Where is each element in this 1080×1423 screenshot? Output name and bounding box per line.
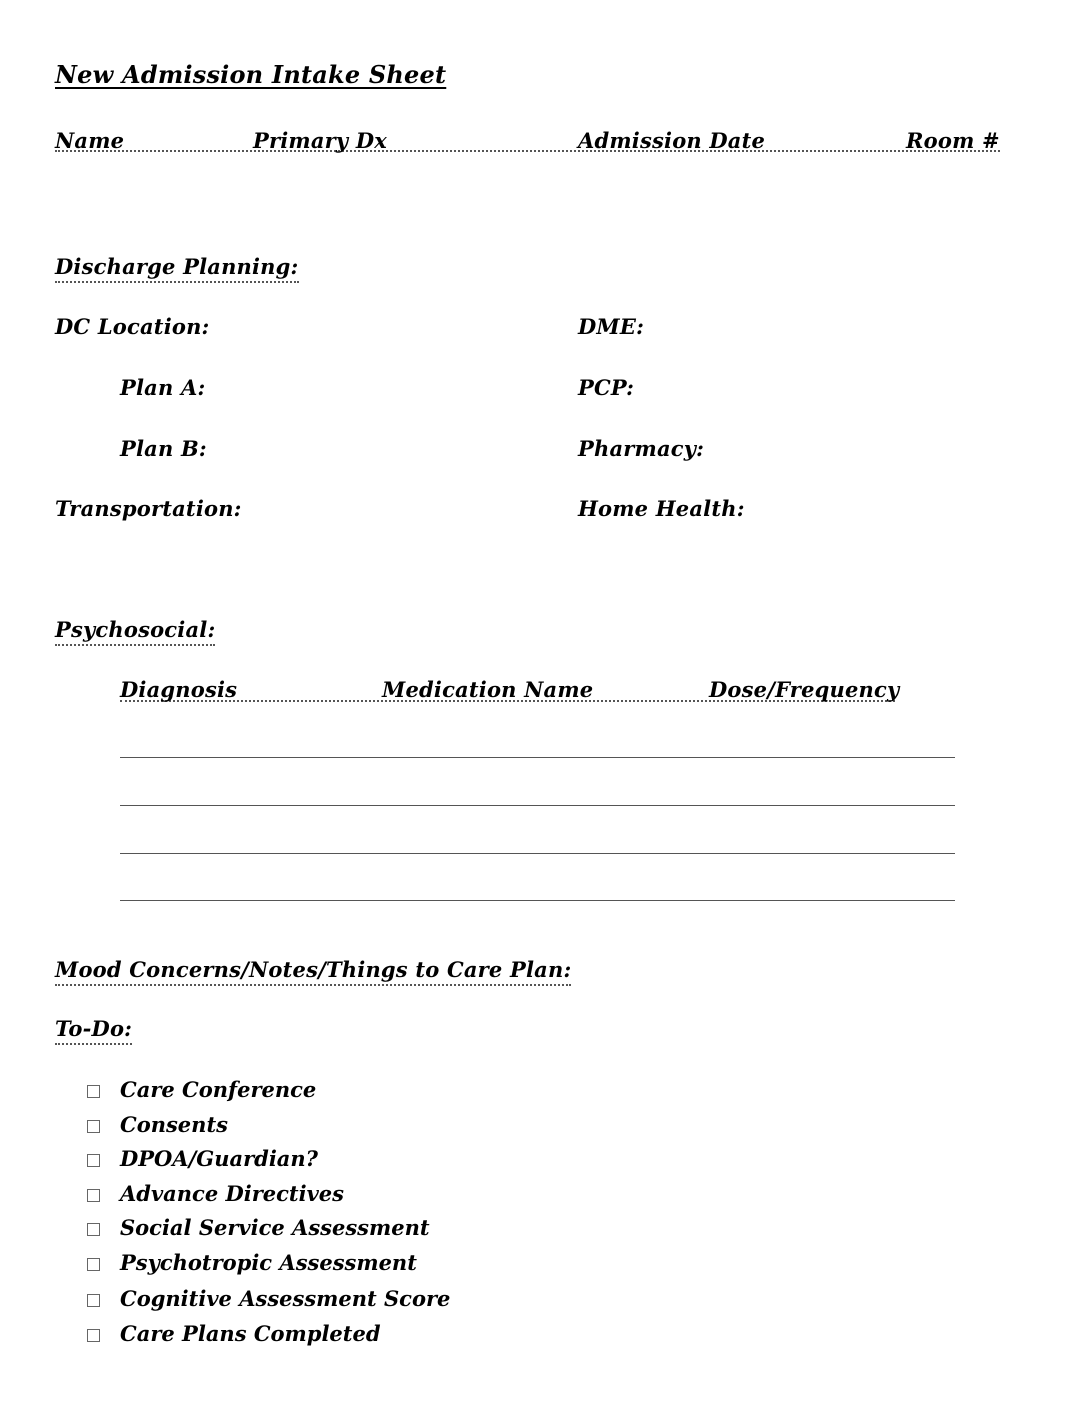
- discharge-planning-heading: Discharge Planning:: [55, 254, 299, 283]
- todo-item-label: Cognitive Assessment Score: [120, 1286, 451, 1311]
- pcp-label: PCP:: [578, 375, 635, 400]
- psychotropic-assessment-checkbox[interactable]: [87, 1258, 100, 1271]
- psychosocial-write-line[interactable]: [120, 900, 955, 901]
- dme-label: DME:: [578, 314, 645, 339]
- todo-item-label: DPOA/Guardian?: [120, 1146, 318, 1171]
- psychosocial-write-line[interactable]: [120, 805, 955, 806]
- dpoa-guardian-checkbox[interactable]: [87, 1154, 100, 1167]
- psychosocial-write-line[interactable]: [120, 853, 955, 854]
- care-plans-completed-checkbox[interactable]: [87, 1329, 100, 1342]
- consents-checkbox[interactable]: [87, 1120, 100, 1133]
- admission-date-label: Admission Date: [578, 128, 766, 153]
- psychosocial-heading: Psychosocial:: [55, 617, 215, 646]
- room-number-label: Room #: [906, 128, 1000, 153]
- column-diagnosis: Diagnosis: [120, 677, 238, 702]
- plan-a-label: Plan A:: [120, 375, 206, 400]
- plan-b-label: Plan B:: [120, 436, 207, 461]
- name-label: Name: [55, 128, 125, 153]
- column-dose-frequency: Dose/Frequency: [709, 677, 900, 702]
- todo-item-label: Advance Directives: [120, 1181, 344, 1206]
- home-health-label: Home Health:: [578, 496, 745, 521]
- primary-dx-label: Primary Dx: [253, 128, 387, 153]
- pharmacy-label: Pharmacy:: [578, 436, 705, 461]
- mood-concerns-heading: Mood Concerns/Notes/Things to Care Plan:: [55, 957, 571, 986]
- form-title: New Admission Intake Sheet: [55, 60, 447, 89]
- social-service-assessment-checkbox[interactable]: [87, 1223, 100, 1236]
- advance-directives-checkbox[interactable]: [87, 1189, 100, 1202]
- psychosocial-write-line[interactable]: [120, 757, 955, 758]
- transportation-label: Transportation:: [55, 496, 242, 521]
- todo-item-label: Care Conference: [120, 1077, 317, 1102]
- todo-item-label: Care Plans Completed: [120, 1321, 381, 1346]
- dc-location-label: DC Location:: [55, 314, 210, 339]
- header-dotted-rule: [55, 150, 1000, 152]
- cognitive-assessment-score-checkbox[interactable]: [87, 1294, 100, 1307]
- todo-item-label: Consents: [120, 1112, 228, 1137]
- todo-heading: To-Do:: [55, 1016, 132, 1045]
- todo-item-label: Psychotropic Assessment: [120, 1250, 417, 1275]
- column-medication-name: Medication Name: [382, 677, 594, 702]
- care-conference-checkbox[interactable]: [87, 1085, 100, 1098]
- todo-item-label: Social Service Assessment: [120, 1215, 430, 1240]
